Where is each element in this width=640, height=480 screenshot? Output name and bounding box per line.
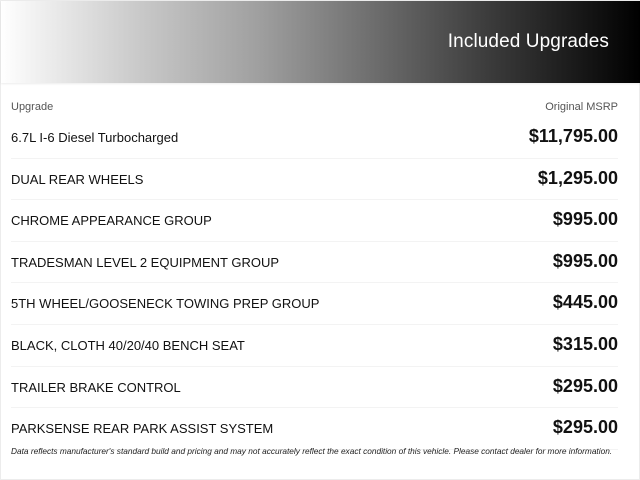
upgrade-name: 5TH WHEEL/GOOSENECK TOWING PREP GROUP [11,296,320,312]
upgrade-list [11,117,618,450]
upgrade-price: $995.00 [552,209,618,230]
upgrade-row [11,325,618,367]
header-banner [1,1,640,83]
upgrade-name: DUAL REAR WHEELS [11,171,144,187]
upgrade-row [11,367,618,409]
upgrade-row [11,242,618,284]
upgrade-price: $995.00 [552,250,618,271]
disclaimer-text: Data reflects manufacturer's standard build and pricing and may not accurately reflect the exact condition of this vehicle. Please contact dealer for more information. [11,446,613,456]
upgrade-price: $315.00 [552,333,618,354]
upgrade-row [11,283,618,325]
column-header-msrp: Original MSRP [545,101,618,113]
column-headers [11,101,618,115]
upgrade-row [11,159,618,201]
upgrade-price: $445.00 [552,292,618,313]
upgrade-name: TRAILER BRAKE CONTROL [11,379,181,395]
upgrade-row [11,117,618,159]
upgrade-price: $295.00 [552,375,618,396]
upgrade-row [11,408,618,450]
header-title: Included Upgrades [447,31,609,52]
upgrade-name: CHROME APPEARANCE GROUP [11,213,212,229]
upgrade-price: $1,295.00 [537,167,618,188]
column-header-upgrade: Upgrade [11,101,54,113]
upgrade-name: PARKSENSE REAR PARK ASSIST SYSTEM [11,421,274,437]
upgrade-name: TRADESMAN LEVEL 2 EQUIPMENT GROUP [11,254,280,270]
upgrade-name: 6.7L I-6 Diesel Turbocharged [11,130,179,145]
upgrade-price: $11,795.00 [528,126,618,146]
upgrade-name: BLACK, CLOTH 40/20/40 BENCH SEAT [11,337,245,353]
upgrade-row [11,200,618,242]
upgrade-price: $295.00 [552,417,618,438]
